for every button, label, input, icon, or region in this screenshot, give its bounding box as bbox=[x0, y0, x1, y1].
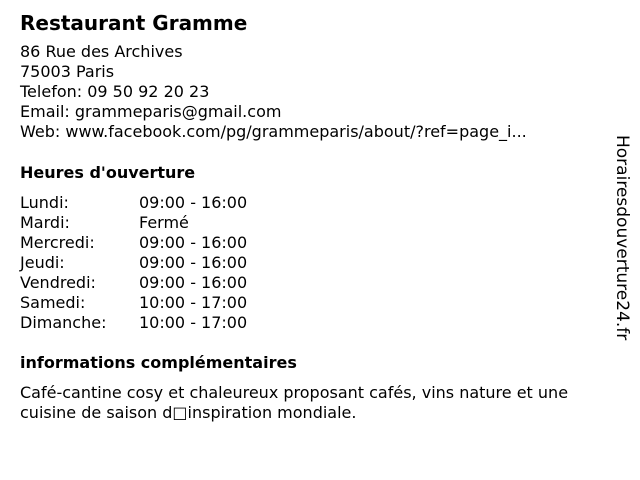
hours-day: Mercredi: bbox=[20, 233, 95, 252]
opening-hours-title: Heures d'ouverture bbox=[20, 163, 196, 182]
hours-row-wednesday bbox=[20, 233, 247, 253]
additional-info-text: Café-cantine cosy et chaleureux proposant cafés, vins nature et une cuisine de saison d□inspiration mondiale. bbox=[20, 383, 569, 422]
hours-row-monday bbox=[20, 193, 247, 213]
hours-day: Lundi: bbox=[20, 193, 69, 212]
hours-row-sunday bbox=[20, 313, 247, 333]
hours-row-saturday bbox=[20, 293, 247, 313]
hours-day: Samedi: bbox=[20, 293, 86, 312]
hours-time: 09:00 - 16:00 bbox=[139, 193, 248, 212]
opening-hours-table bbox=[20, 193, 247, 333]
hours-time: 10:00 - 17:00 bbox=[139, 293, 248, 312]
email-line: Email: grammeparis@gmail.com bbox=[20, 102, 282, 121]
site-watermark: Horairesdouverture24.fr bbox=[612, 135, 632, 341]
hours-row-tuesday bbox=[20, 213, 247, 233]
address-line-2: 75003 Paris bbox=[20, 62, 115, 81]
hours-time: 09:00 - 16:00 bbox=[139, 233, 248, 252]
hours-time: Fermé bbox=[139, 213, 189, 232]
additional-info-title: informations complémentaires bbox=[20, 353, 297, 372]
hours-time: 10:00 - 17:00 bbox=[139, 313, 248, 332]
restaurant-name: Restaurant Gramme bbox=[20, 11, 248, 35]
phone-line: Telefon: 09 50 92 20 23 bbox=[20, 82, 210, 101]
web-line: Web: www.facebook.com/pg/grammeparis/about/?ref=page_i... bbox=[20, 122, 527, 141]
hours-day: Mardi: bbox=[20, 213, 70, 232]
hours-time: 09:00 - 16:00 bbox=[139, 273, 248, 292]
hours-row-thursday bbox=[20, 253, 247, 273]
hours-day: Dimanche: bbox=[20, 313, 107, 332]
hours-day: Vendredi: bbox=[20, 273, 96, 292]
address-line-1: 86 Rue des Archives bbox=[20, 42, 183, 61]
hours-time: 09:00 - 16:00 bbox=[139, 253, 248, 272]
hours-row-friday bbox=[20, 273, 247, 293]
restaurant-card bbox=[20, 10, 610, 423]
hours-day: Jeudi: bbox=[20, 253, 65, 272]
